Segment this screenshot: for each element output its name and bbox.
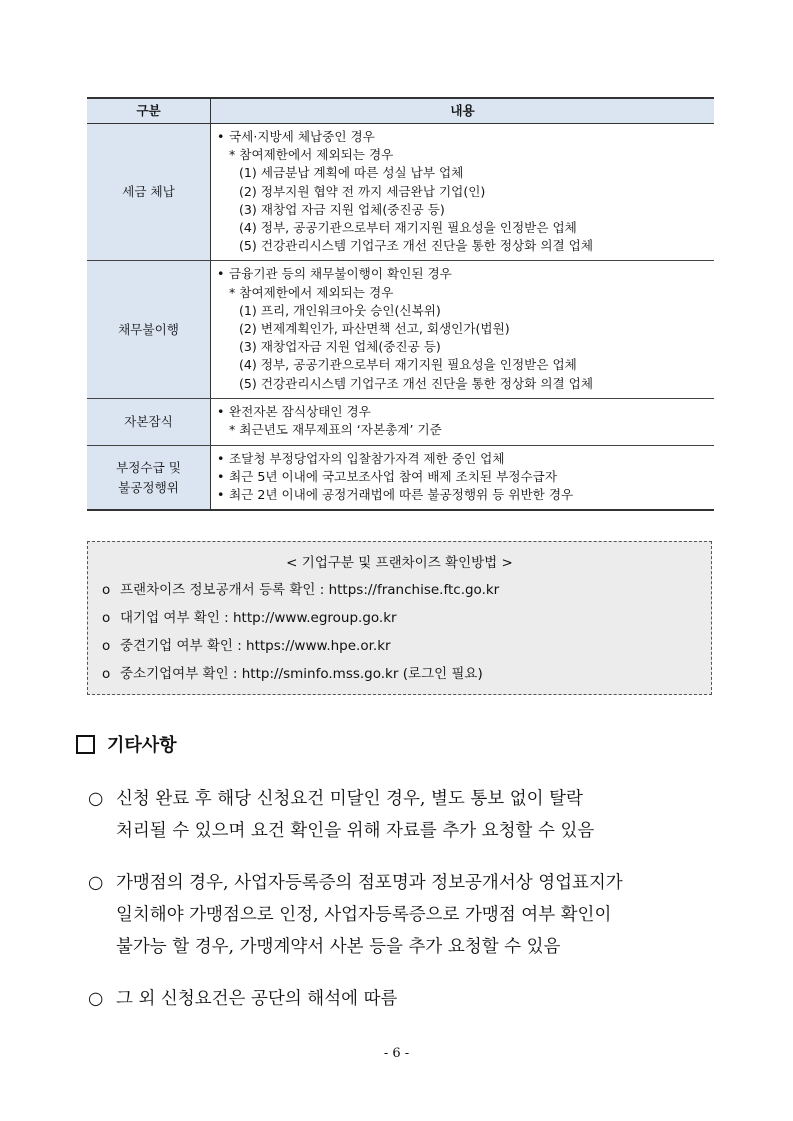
bullet-text: 국세·지방세 체납중인 경우 <box>229 129 375 144</box>
bullet-text: 금융기관 등의 채무불이행이 확인된 경우 <box>229 266 452 282</box>
list-item: (3) 재창업 자금 지원 업체(중진공 등) <box>239 201 445 217</box>
bullet-text: 최근 5년 이내에 국고보조사업 참여 배제 조치된 부정수급자 <box>229 469 558 485</box>
checkbox-square-icon <box>76 735 95 754</box>
verification-info-box <box>87 541 712 695</box>
info-line: o 중견기업 여부 확인 : https://www.hpe.or.kr <box>102 638 391 654</box>
paragraph: ○ 그 외 신청요건은 공단의 해석에 따름 <box>88 989 398 1009</box>
paragraph: ○ 신청 완료 후 해당 신청요건 미달인 경우, 별도 통보 없이 탈락 처리될 수 있으며 요건 확인을 위해 자료를 추가 요청할 수 있음 <box>88 789 595 841</box>
row-category: 부정수급 및 불공정행위 <box>87 445 211 510</box>
eligibility-table <box>87 97 714 511</box>
bullet-text: 최근 2년 이내에 공정거래법에 따른 불공정행위 등 위반한 경우 <box>229 487 574 503</box>
sub-note: * 참여제한에서 제외되는 경우 <box>229 284 394 300</box>
table-row <box>87 261 714 398</box>
list-item: (2) 정부지원 협약 전 까지 세금완납 기업(인) <box>239 183 486 199</box>
list-item: (4) 정부, 공공기관으로부터 재기지원 필요성을 인정받은 업체 <box>239 220 577 236</box>
sub-note: * 참여제한에서 제외되는 경우 <box>229 147 394 163</box>
row-category: 자본잠식 <box>87 398 211 445</box>
info-line: o 중소기업여부 확인 : http://sminfo.mss.go.kr (로그인 필요) <box>102 666 483 682</box>
list-item: (4) 정부, 공공기관으로부터 재기지원 필요성을 인정받은 업체 <box>239 357 577 373</box>
sub-note: * 최근년도 재무제표의 ‘자본총계’ 기준 <box>229 422 442 438</box>
list-item: (1) 세금분납 계획에 따른 성실 납부 업체 <box>239 165 464 181</box>
row-content: • 금융기관 등의 채무불이행이 확인된 경우 * 참여제한에서 제외되는 경우 (1) 프리, 개인워크아웃 승인(신복위) (2) 변제계획인가, 파산면책 선고, 회생인가(법원) (3) 재창업자금 지원 업체(중진공 등) (4) 정부, 공공기관으로부터 재기지원 필요성을 인정받은 업체 (5) 건강관리시스템 기업구조 개선 진단을 통한 정상화 의결 업체 <box>211 261 715 398</box>
list-item: (2) 변제계획인가, 파산면책 선고, 회생인가(법원) <box>239 321 510 337</box>
row-content: • 완전자본 잠식상태인 경우 * 최근년도 재무제표의 ‘자본총계’ 기준 <box>211 398 715 445</box>
bullet-text: 조달청 부정당업자의 입찰참가자격 제한 중인 업체 <box>229 450 505 466</box>
info-box-title: < 기업구분 및 프랜차이즈 확인방법 > <box>286 555 513 571</box>
list-item: (1) 프리, 개인워크아웃 승인(신복위) <box>239 302 441 318</box>
row-content: • 국세·지방세 체납중인 경우 * 참여제한에서 제외되는 경우 (1) 세금분납 계획에 따른 성실 납부 업체 (2) 정부지원 협약 전 까지 세금완납 기업(인) (3) 재창업 자금 지원 업체(중진공 등) (4) 정부, 공공기관으로부터 재기지원 필요성을 인정받은 업체 (5) 건강관리시스템 기업구조 개선 진단을 통한 정상화 의결 업체 <box>211 124 715 261</box>
table-header-row <box>87 98 714 124</box>
bullet-text: 완전자본 잠식상태인 경우 <box>229 404 371 420</box>
table-row <box>87 445 714 510</box>
table-row <box>87 124 714 261</box>
list-item: (3) 재창업자금 지원 업체(중진공 등) <box>239 339 441 355</box>
list-item: (5) 건강관리시스템 기업구조 개선 진단을 통한 정상화 의결 업체 <box>239 238 594 254</box>
row-category: 세금 체납 <box>87 124 211 261</box>
header-content: 내용 <box>211 98 715 124</box>
list-item: (5) 건강관리시스템 기업구조 개선 진단을 통한 정상화 의결 업체 <box>239 375 594 391</box>
info-line: o 프랜차이즈 정보공개서 등록 확인 : https://franchise.ftc.go.kr <box>102 582 500 598</box>
table-row <box>87 398 714 445</box>
section-title: 기타사항 <box>107 735 177 756</box>
paragraph: ○ 가맹점의 경우, 사업자등록증의 점포명과 정보공개서상 영업표지가 일치해야 가맹점으로 인정, 사업자등록증으로 가맹점 여부 확인이 불가능 할 경우, 가맹계약서 사본 등을 추가 요청할 수 있음 <box>88 873 623 957</box>
header-category: 구분 <box>87 98 211 124</box>
info-line: o 대기업 여부 확인 : http://www.egroup.go.kr <box>102 610 397 626</box>
section-heading <box>76 731 177 757</box>
row-content: • 조달청 부정당업자의 입찰참가자격 제한 중인 업체 • 최근 5년 이내에 국고보조사업 참여 배제 조치된 부정수급자 • 최근 2년 이내에 공정거래법에 따른 불공정행위 등 위반한 경우 <box>211 445 715 510</box>
row-category: 채무불이행 <box>87 261 211 398</box>
page-number: - 6 - <box>383 1046 410 1061</box>
